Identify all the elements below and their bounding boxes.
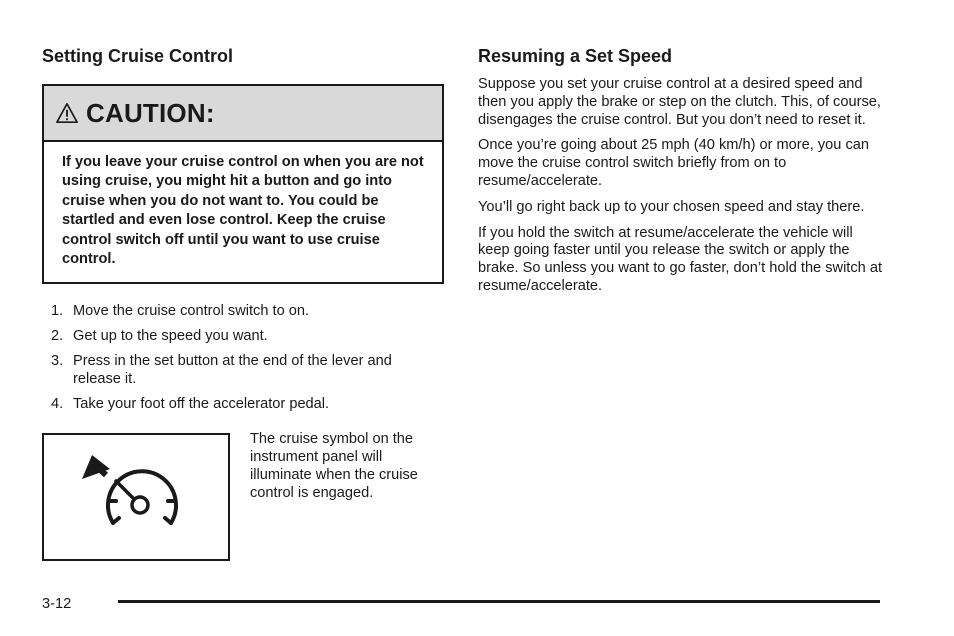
caution-header <box>44 86 442 142</box>
list-item: 3. Press in the set button at the end of the lever and release it. <box>51 353 392 387</box>
cruise-symbol-figure <box>42 433 230 561</box>
cruise-control-speedometer-icon <box>44 435 228 559</box>
paragraph: Suppose you set your cruise control at a desired speed and then you apply the brake or step on the clutch. This, of course, disengages the cruise control. But you don’t need to reset it. <box>478 76 881 128</box>
paragraph: Once you’re going about 25 mph (40 km/h) or more, you can move the cruise control switch briefly from on to resume/accelerate. <box>478 137 869 189</box>
paragraph: You’ll go right back up to your chosen speed and stay there. <box>478 198 865 215</box>
section-heading-setting-cruise-control: Setting Cruise Control <box>42 46 234 66</box>
list-item: 4. Take your foot off the accelerator pedal. <box>51 396 330 412</box>
caution-title: CAUTION: <box>86 97 215 128</box>
caution-box <box>42 84 444 284</box>
list-item: 1. Move the cruise control switch to on. <box>51 303 310 319</box>
right-column <box>478 44 888 304</box>
footer-rule <box>118 600 880 603</box>
cruise-symbol-caption: The cruise symbol on the instrument panel will illuminate when the cruise control is engaged. <box>250 431 418 501</box>
warning-triangle-icon <box>56 102 78 124</box>
list-item: 2. Get up to the speed you want. <box>51 328 268 344</box>
section-heading-resuming-set-speed: Resuming a Set Speed <box>478 46 673 66</box>
steps-list <box>42 302 442 420</box>
paragraph: If you hold the switch at resume/accelerate the vehicle will keep going faster until you release the switch or apply the brake. So unless you want to go faster, don’t hold the switch at resume/accelerate. <box>478 224 882 294</box>
page-number: 3-12 <box>42 596 72 612</box>
caution-text: If you leave your cruise control on when you are not using cruise, you might hit a button and go into cruise when you do not want to. You could be startled and even lose control. Keep the cruise control switch off until you want to use cruise control. <box>62 154 424 268</box>
left-column <box>42 44 444 501</box>
